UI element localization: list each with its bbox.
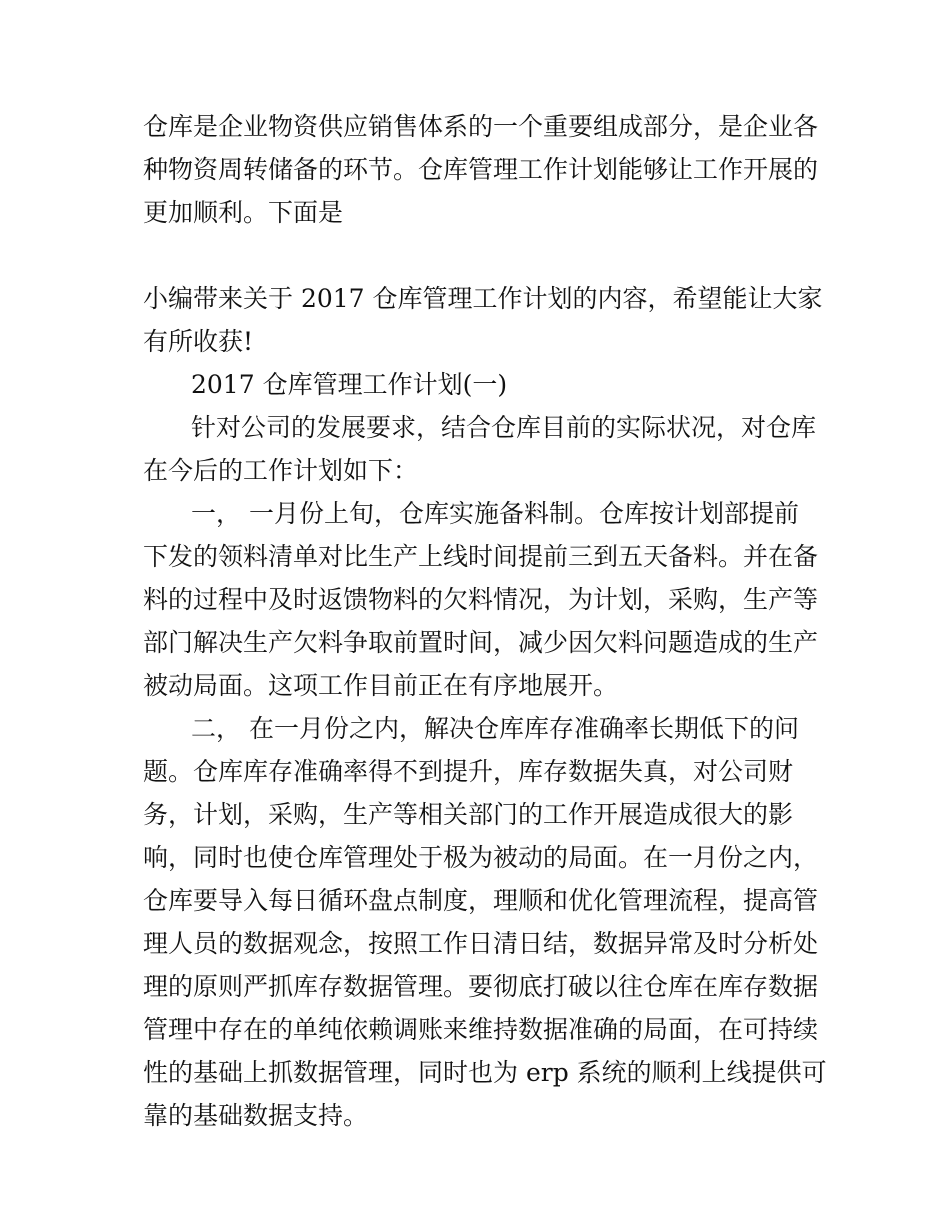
section-heading: 2017 仓库管理工作计划(一) — [191, 370, 508, 399]
item-2-line-5: 仓库要导入每日循环盘点制度，理顺和优化管理流程，提高管 — [143, 886, 819, 915]
intro-line-4: 小编带来关于 2017 仓库管理工作计划的内容，希望能让大家 — [143, 284, 823, 313]
item-2-line-4: 响，同时也使仓库管理处于极为被动的局面。在一月份之内， — [143, 843, 819, 872]
item-2-line-3: 务，计划，采购，生产等相关部门的工作开展造成很大的影 — [143, 800, 794, 829]
item-1-line-4: 部门解决生产欠料争取前置时间，减少因欠料问题造成的生产 — [143, 628, 819, 657]
item-2-line-10: 靠的基础数据支持。 — [143, 1101, 369, 1130]
item-1-line-5: 被动局面。这项工作目前正在有序地展开。 — [143, 671, 619, 700]
intro-line-3: 更加顺利。下面是 — [143, 198, 344, 227]
item-2-line-2: 题。仓库库存准确率得不到提升，库存数据失真，对公司财 — [143, 757, 794, 786]
paragraph-1-line-1: 针对公司的发展要求，结合仓库目前的实际状况，对仓库 — [191, 413, 817, 442]
item-2-line-8: 管理中存在的单纯依赖调账来维持数据准确的局面，在可持续 — [143, 1015, 819, 1044]
item-2-line-9: 性的基础上抓数据管理，同时也为 erp 系统的顺利上线提供可 — [143, 1058, 827, 1087]
intro-line-1: 仓库是企业物资供应销售体系的一个重要组成部分，是企业各 — [143, 112, 819, 141]
item-2-line-1: 二， 在一月份之内，解决仓库库存准确率长期低下的问 — [191, 714, 799, 743]
paragraph-1-line-2: 在今后的工作计划如下： — [143, 456, 419, 485]
item-1-line-3: 料的过程中及时返馈物料的欠料情况，为计划，采购，生产等 — [143, 585, 819, 614]
item-1-line-1: 一， 一月份上旬，仓库实施备料制。仓库按计划部提前 — [191, 499, 799, 528]
item-2-line-7: 理的原则严抓库存数据管理。要彻底打破以往仓库在库存数据 — [143, 972, 819, 1001]
intro-line-5: 有所收获! — [143, 327, 254, 356]
item-2-line-6: 理人员的数据观念，按照工作日清日结，数据异常及时分析处 — [143, 929, 819, 958]
item-1-line-2: 下发的领料清单对比生产上线时间提前三到五天备料。并在备 — [143, 542, 819, 571]
intro-line-2: 种物资周转储备的环节。仓库管理工作计划能够让工作开展的 — [143, 155, 819, 184]
